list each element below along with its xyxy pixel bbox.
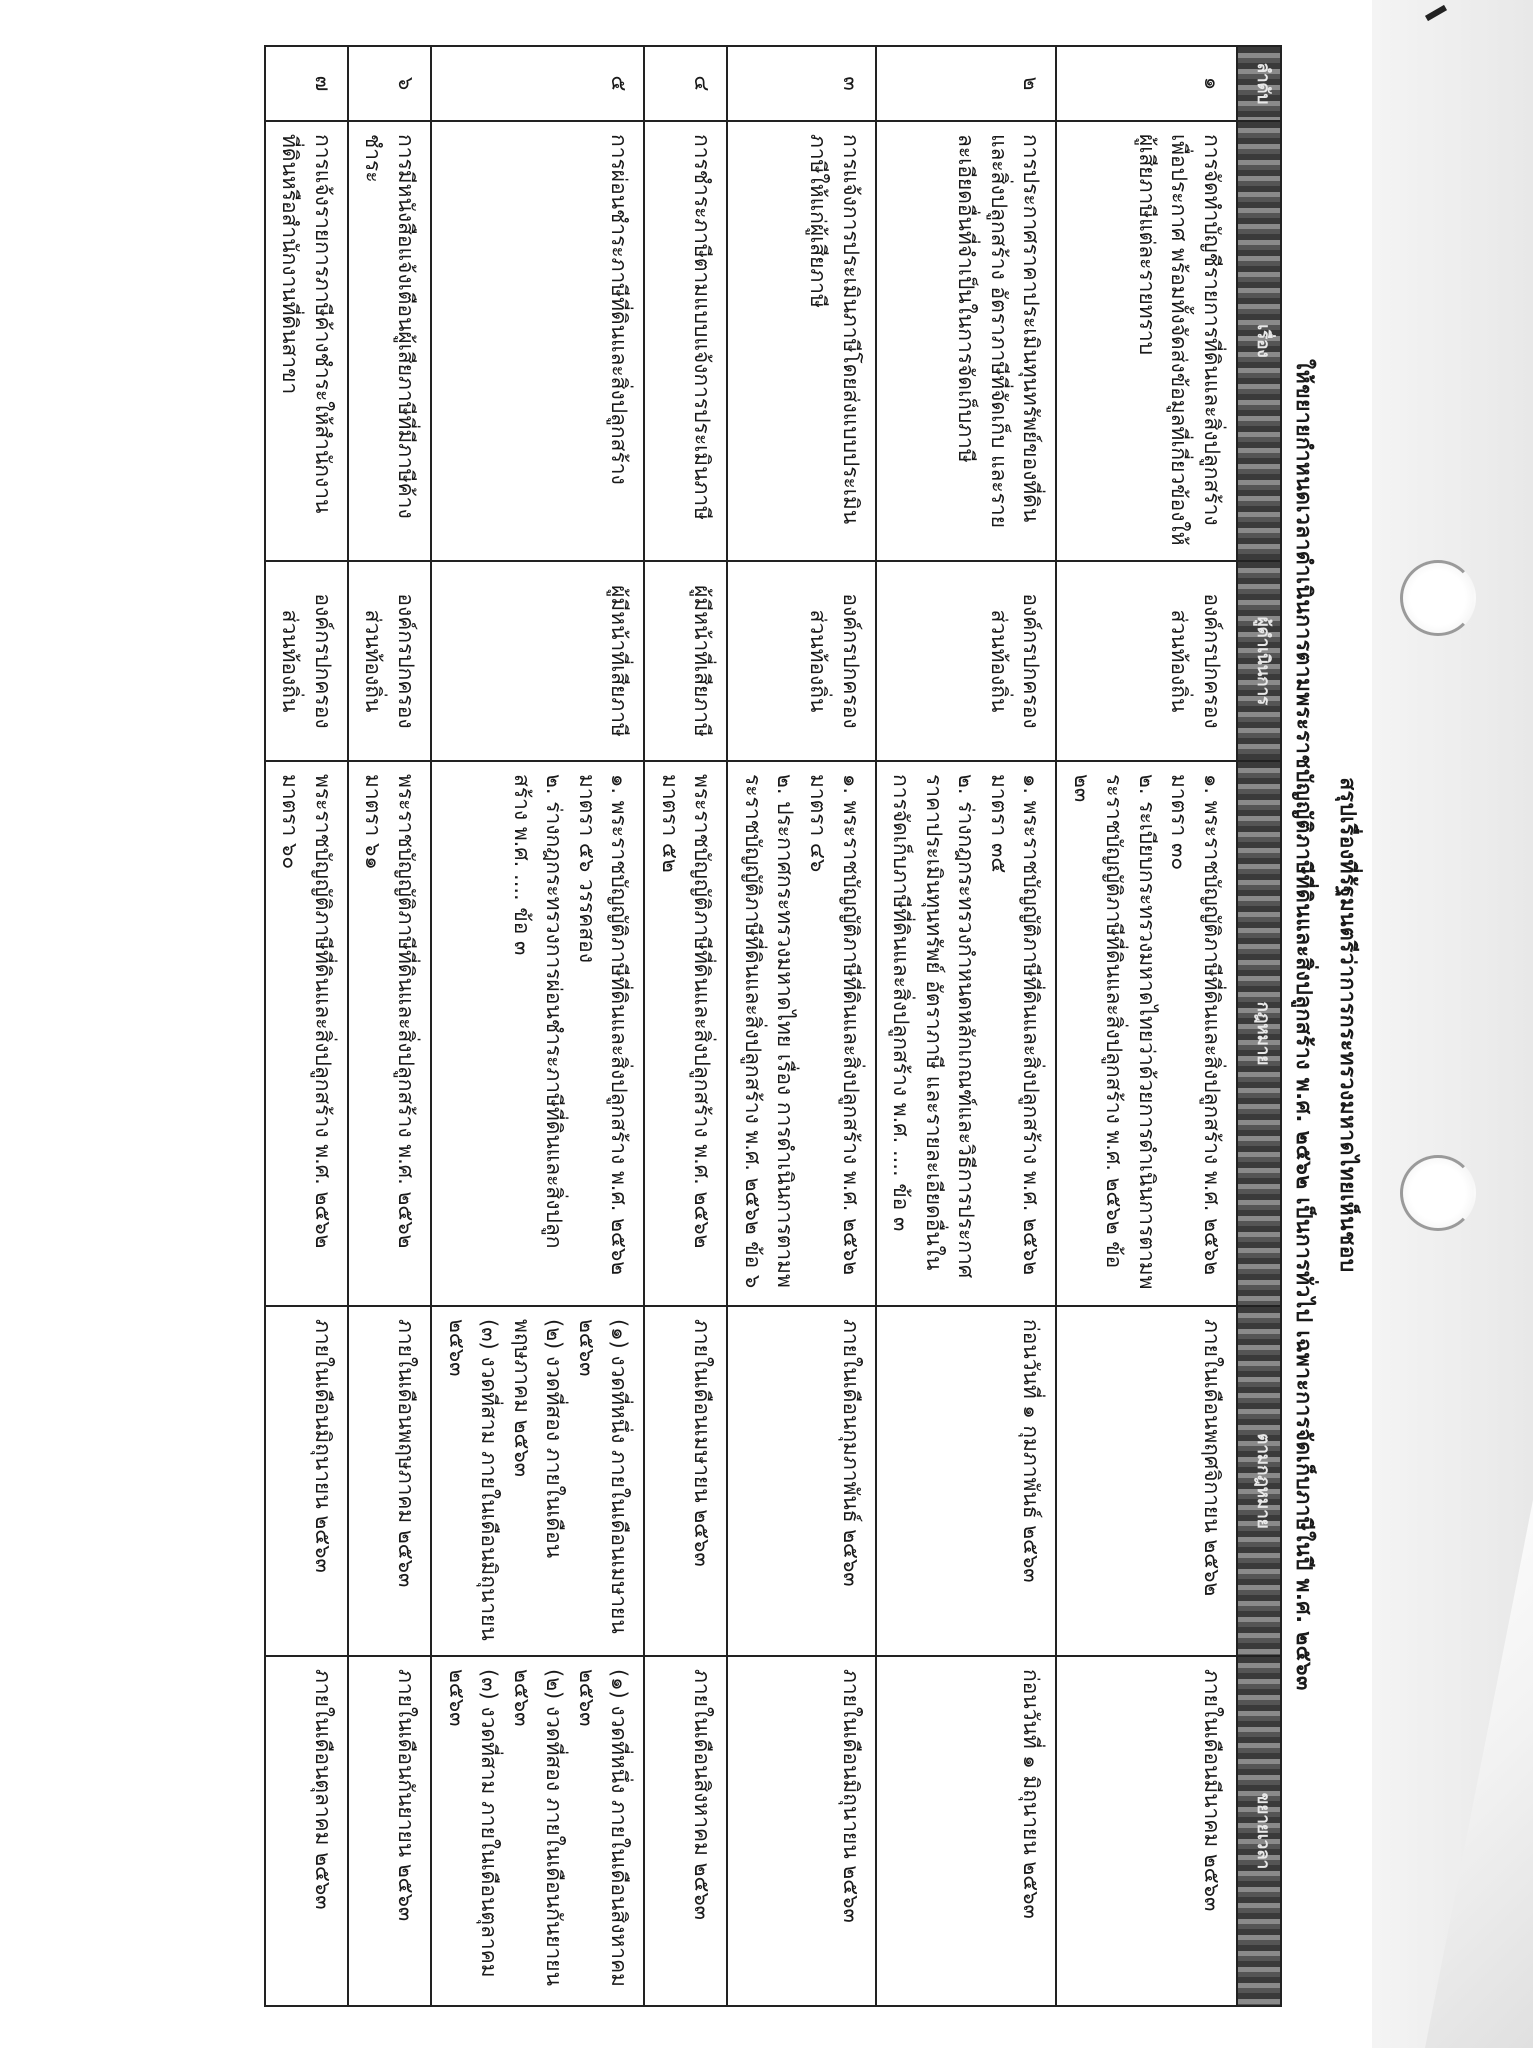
- row-extended: [348, 1656, 431, 2006]
- row-extended: [431, 1656, 644, 2006]
- deadline-line: ภายในเดือนเมษายน ๒๕๖๓: [690, 1319, 715, 1567]
- deadline-line: ก่อนวันที่ ๑ กุมภาพันธ์ ๒๕๖๓: [1019, 1319, 1044, 1583]
- row-subject: การแจ้งการประเมินภาษีโดยส่งแบบประเมินภาษีให้แก่ผู้เสียภาษี: [727, 121, 875, 561]
- row-subject: การผ่อนชำระภาษีที่ดินและสิ่งปลูกสร้าง: [431, 121, 644, 561]
- row-laws: [348, 761, 431, 1306]
- table-row: [1056, 46, 1237, 2006]
- extended-line: ก่อนวันที่ ๑ มิถุนายน ๒๕๖๓: [1019, 1669, 1044, 1919]
- table-row: [431, 46, 644, 2006]
- row-laws: [431, 761, 644, 1306]
- row-agency: องค์กรปกครองส่วนท้องถิ่น: [876, 561, 1057, 761]
- deadline-line: ภายในเดือนกุมภาพันธ์ ๒๕๖๓: [838, 1319, 863, 1587]
- law-line: ๒. ร่างกฎกระทรวงกำหนดหลักเกณฑ์และวิธีการประกาศราคาประเมินทุนทรัพย์ อัตราภาษี และรายละเอียดอื่นในการจัดเก็บภาษีที่ดินและสิ่งปลูกสร้าง พ.ศ. .... ข้อ ๓: [889, 774, 979, 1279]
- row-laws: [644, 761, 727, 1306]
- deadline-line: (๓) งวดที่สาม ภายในเดือนมิถุนายน ๒๕๖๓: [444, 1319, 502, 1641]
- column-header-extended: ขยายเวลา: [1237, 1656, 1281, 2006]
- law-line: พระราชบัญญัติภาษีที่ดินและสิ่งปลูกสร้าง พ.ศ. ๒๕๖๒ มาตรา ๕๒: [657, 774, 715, 1249]
- row-extended: [1056, 1656, 1237, 2006]
- row-extended: [265, 1656, 348, 2006]
- table-row: [265, 46, 348, 2006]
- document-subtitle: ให้ขยายกำหนดเวลาดำเนินการตามพระราชบัญญัติภาษีที่ดินและสิ่งปลูกสร้าง พ.ศ. ๒๕๖๒ เป็นการทั่วไป เฉพาะการจัดเก็บภาษีในปี พ.ศ. ๒๕๖๓: [1292, 359, 1317, 1691]
- row-subject: การชำระภาษีตามแบบแจ้งการประเมินภาษี: [644, 121, 727, 561]
- table-row: [727, 46, 875, 2006]
- law-line: ๒. ระเบียบกระทรวงมหาดไทยว่าด้วยการดำเนินการตามพระราชบัญญัติภาษีที่ดินและสิ่งปลูกสร้าง พ.ศ. ๒๕๖๒ ข้อ ๒๓: [1069, 774, 1159, 1290]
- row-subject: การประกาศราคาประเมินทุนทรัพย์ของที่ดินและสิ่งปลูกสร้าง อัตราภาษีที่จัดเก็บ และรายละเอียดอื่นที่จำเป็นในการจัดเก็บภาษี: [876, 121, 1057, 561]
- law-line: ๑. พระราชบัญญัติภาษีที่ดินและสิ่งปลูกสร้าง พ.ศ. ๒๕๖๒ มาตรา ๓๐: [1167, 774, 1224, 1276]
- row-agency: องค์กรปกครองส่วนท้องถิ่น: [348, 561, 431, 761]
- row-deadline: [644, 1306, 727, 1656]
- row-extended: [876, 1656, 1057, 2006]
- column-header-agency: ผู้ดำเนินการ: [1237, 561, 1281, 761]
- law-line: ๒. ร่างกฎกระทรวงการผ่อนชำระภาษีที่ดินและสิ่งปลูกสร้าง พ.ศ. .... ข้อ ๓: [509, 774, 567, 1249]
- law-line: พระราชบัญญัติภาษีที่ดินและสิ่งปลูกสร้าง พ.ศ. ๒๕๖๒ มาตรา ๖๐: [278, 774, 335, 1249]
- row-number: ๖: [348, 46, 431, 121]
- deadline-line: (๑) งวดที่หนึ่ง ภายในเดือนเมษายน ๒๕๖๓: [574, 1319, 632, 1634]
- row-deadline: [1056, 1306, 1237, 1656]
- row-deadline: [727, 1306, 875, 1656]
- law-line: ๑. พระราชบัญญัติภาษีที่ดินและสิ่งปลูกสร้าง พ.ศ. ๒๕๖๒ มาตรา ๕๖ วรรคสอง: [574, 774, 632, 1276]
- deadline-line: (๒) งวดที่สอง ภายในเดือนพฤษภาคม ๒๕๖๓: [509, 1319, 567, 1559]
- binder-ring-icon: [1400, 1155, 1476, 1231]
- row-laws: [727, 761, 875, 1306]
- row-subject: การแจ้งรายการภาษีค้างชำระให้สำนักงานที่ดินหรือสำนักงานที่ดินสาขา: [265, 121, 348, 561]
- summary-table: [264, 45, 1282, 2007]
- binder-ring-icon: [1400, 560, 1476, 636]
- extended-line: ภายในเดือนกันยายน ๒๕๖๓: [393, 1669, 418, 1922]
- row-number: ๗: [265, 46, 348, 121]
- column-header-deadline: ตามกฎหมาย: [1237, 1306, 1281, 1656]
- row-number: ๑: [1056, 46, 1237, 121]
- table-row: [876, 46, 1057, 2006]
- table-row: [348, 46, 431, 2006]
- law-line: พระราชบัญญัติภาษีที่ดินและสิ่งปลูกสร้าง พ.ศ. ๒๕๖๒ มาตรา ๖๑: [361, 774, 418, 1249]
- row-number: ๕: [431, 46, 644, 121]
- row-laws: [265, 761, 348, 1306]
- column-header-number: ลำดับ: [1237, 46, 1281, 121]
- document-title: สรุปเรื่องที่รัฐมนตรีว่าการกระทรวงมหาดไทยเห็นชอบ: [1336, 777, 1361, 1273]
- row-agency: ผู้มีหน้าที่เสียภาษี: [644, 561, 727, 761]
- row-deadline: [431, 1306, 644, 1656]
- law-line: ๒. ประกาศกระทรวงมหาดไทย เรื่อง การดำเนินการตามพระราชบัญญัติภาษีที่ดินและสิ่งปลูกสร้าง พ.ศ. ๒๕๖๒ ข้อ ๖: [740, 774, 798, 1289]
- extended-line: ภายในเดือนสิงหาคม ๒๕๖๓: [690, 1669, 715, 1921]
- table-row: [644, 46, 727, 2006]
- row-deadline: [265, 1306, 348, 1656]
- law-line: ๑. พระราชบัญญัติภาษีที่ดินและสิ่งปลูกสร้าง พ.ศ. ๒๕๖๒ มาตรา ๔๖: [805, 774, 863, 1276]
- deadline-line: ภายในเดือนพฤษภาคม ๒๕๖๓: [393, 1319, 418, 1588]
- extended-line: ภายในเดือนมีนาคม ๒๕๖๓: [1200, 1669, 1224, 1912]
- row-extended: [727, 1656, 875, 2006]
- row-agency: องค์กรปกครองส่วนท้องถิ่น: [1056, 561, 1237, 761]
- row-number: ๒: [876, 46, 1057, 121]
- extended-line: (๓) งวดที่สาม ภายในเดือนตุลาคม ๒๕๖๓: [444, 1669, 502, 1978]
- document-page: [20, 45, 1370, 2005]
- row-number: ๓: [727, 46, 875, 121]
- extended-line: ภายในเดือนตุลาคม ๒๕๖๓: [310, 1669, 335, 1910]
- row-agency: องค์กรปกครองส่วนท้องถิ่น: [265, 561, 348, 761]
- row-subject: การมีหนังสือแจ้งเตือนผู้เสียภาษีที่มีภาษีค้างชำระ: [348, 121, 431, 561]
- law-line: ๑. พระราชบัญญัติภาษีที่ดินและสิ่งปลูกสร้าง พ.ศ. ๒๕๖๒ มาตรา ๓๕: [986, 774, 1044, 1276]
- row-deadline: [876, 1306, 1057, 1656]
- row-deadline: [348, 1306, 431, 1656]
- row-laws: [1056, 761, 1237, 1306]
- table-header-row: [1237, 46, 1281, 2006]
- column-header-subject: เรื่อง: [1237, 121, 1281, 561]
- row-extended: [644, 1656, 727, 2006]
- deadline-line: ภายในเดือนมิถุนายน ๒๕๖๓: [310, 1319, 335, 1573]
- extended-line: (๑) งวดที่หนึ่ง ภายในเดือนสิงหาคม ๒๕๖๓: [574, 1669, 632, 1987]
- row-agency: องค์กรปกครองส่วนท้องถิ่น: [727, 561, 875, 761]
- extended-line: ภายในเดือนมิถุนายน ๒๕๖๓: [838, 1669, 863, 1923]
- row-laws: [876, 761, 1057, 1306]
- column-header-law: กฎหมาย: [1237, 761, 1281, 1306]
- row-subject: การจัดทำบัญชีรายการที่ดินและสิ่งปลูกสร้างเพื่อประกาศ พร้อมทั้งจัดส่งข้อมูลที่เกี่ยวข้องให้ผู้เสียภาษีแต่ละรายทราบ: [1056, 121, 1237, 561]
- extended-line: (๒) งวดที่สอง ภายในเดือนกันยายน ๒๕๖๓: [509, 1669, 567, 1986]
- row-agency: ผู้มีหน้าที่เสียภาษี: [431, 561, 644, 761]
- row-number: ๔: [644, 46, 727, 121]
- deadline-line: ภายในเดือนพฤศจิกายน ๒๕๖๒: [1200, 1319, 1224, 1597]
